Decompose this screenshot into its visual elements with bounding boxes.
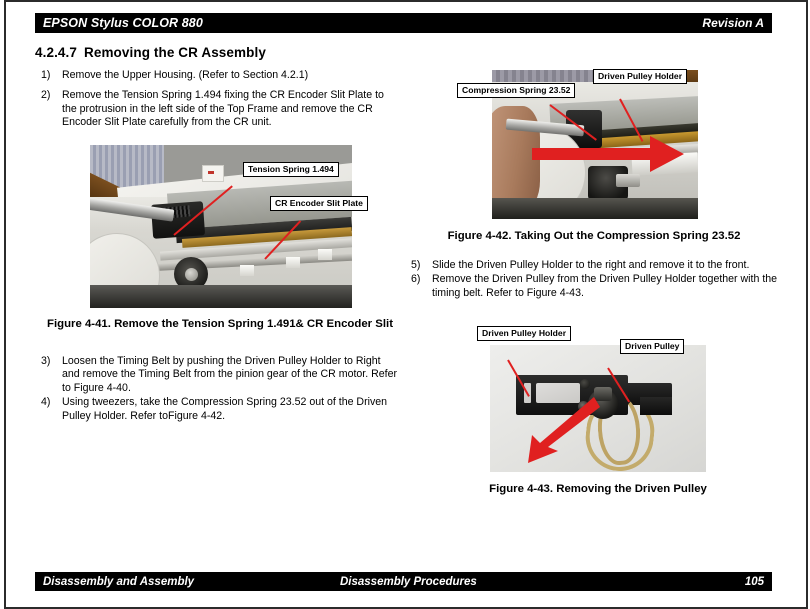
step-text: Slide the Driven Pulley Holder to the right and remove it to the front. bbox=[432, 259, 750, 271]
list-item bbox=[35, 355, 400, 395]
step-text: Loosen the Timing Belt by pushing the Driven Pulley Holder to Right and remove the Timing Belt from the pinion gear of the CR motor. Refer to Figure 4-40. bbox=[62, 355, 398, 394]
procedure-steps-lower bbox=[35, 355, 400, 423]
list-item bbox=[35, 89, 395, 129]
step-text: Remove the Upper Housing. (Refer to Section 4.2.1) bbox=[62, 69, 309, 81]
right-column-steps bbox=[405, 259, 780, 301]
list-item bbox=[405, 259, 780, 272]
callout-driven-pulley-holder: Driven Pulley Holder bbox=[477, 326, 571, 341]
procedure-steps-upper bbox=[35, 69, 395, 130]
photo-region-lower-frame bbox=[90, 285, 352, 308]
callout-compression-spring: Compression Spring 23.52 bbox=[457, 83, 575, 98]
step-marker: 4) bbox=[41, 396, 51, 409]
step-text: Remove the Tension Spring 1.494 fixing the CR Encoder Slit Plate to the protrusion in the left side of the Top Frame and remove the CR Encoder Slit Plate carefully from the CR unit. bbox=[62, 89, 384, 129]
list-item bbox=[35, 69, 395, 82]
photo-region-holder-foot bbox=[640, 397, 672, 415]
step-marker: 3) bbox=[41, 355, 51, 367]
step-marker: 6) bbox=[411, 273, 421, 286]
list-item bbox=[405, 273, 780, 300]
page-footer bbox=[35, 572, 772, 591]
step-text: Using tweezers, take the Compression Spring 23.52 out of the Driven Pulley Holder. Refer toFigure 4-42. bbox=[62, 396, 388, 422]
page-border-right bbox=[806, 0, 808, 609]
callout-driven-pulley: Driven Pulley bbox=[620, 339, 684, 354]
figure-4-43 bbox=[482, 328, 707, 495]
callout-cr-encoder-slit-plate: CR Encoder Slit Plate bbox=[270, 196, 368, 211]
figure-4-41-caption: Figure 4-41. Remove the Tension Spring 1.491& CR Encoder Slit bbox=[46, 318, 394, 330]
step-marker: 5) bbox=[411, 259, 421, 271]
photo-region-pulley-hub bbox=[185, 268, 198, 281]
photo-region-white-part bbox=[286, 257, 300, 268]
section-number: 4.2.4.7 bbox=[35, 45, 77, 60]
photo-region-white-part bbox=[318, 249, 332, 260]
photo-region-screw-upper bbox=[580, 379, 590, 389]
list-item bbox=[35, 396, 400, 423]
step-marker: 1) bbox=[41, 69, 51, 81]
direction-arrow-down-left bbox=[514, 393, 600, 469]
step-marker: 2) bbox=[41, 89, 51, 102]
photo-region-lower-frame bbox=[492, 198, 698, 219]
photo-region-white-part bbox=[240, 265, 254, 276]
callout-tension-spring: Tension Spring 1.494 bbox=[243, 162, 339, 177]
footer-chapter-label: Disassembly and Assembly bbox=[43, 575, 195, 588]
callout-driven-pulley-holder: Driven Pulley Holder bbox=[593, 69, 687, 84]
header-product-title: EPSON Stylus COLOR 880 bbox=[43, 16, 203, 30]
section-title: Removing the CR Assembly bbox=[83, 45, 266, 60]
footer-section-label: Disassembly Procedures bbox=[340, 575, 477, 588]
direction-arrow-right bbox=[532, 132, 692, 180]
page-header bbox=[35, 13, 772, 33]
photo-region-red-mark bbox=[208, 171, 214, 174]
procedure-steps-right bbox=[405, 259, 780, 300]
page-border-left bbox=[4, 0, 6, 609]
footer-page-number: 105 bbox=[744, 575, 764, 588]
step-text: Remove the Driven Pulley from the Driven Pulley Holder together with the timing belt. Refer to Figure 4-43. bbox=[432, 273, 778, 299]
page-border-top bbox=[4, 0, 808, 2]
figure-4-41 bbox=[46, 145, 394, 330]
figure-4-43-photo bbox=[490, 345, 706, 472]
figure-4-42 bbox=[447, 70, 741, 242]
header-revision-label: Revision A bbox=[702, 16, 764, 30]
left-column bbox=[35, 45, 395, 137]
page-title bbox=[35, 45, 395, 60]
figure-4-42-caption: Figure 4-42. Taking Out the Compression Spring 23.52 bbox=[447, 230, 741, 242]
figure-4-43-caption: Figure 4-43. Removing the Driven Pulley bbox=[489, 483, 707, 495]
left-column-lower bbox=[35, 355, 400, 424]
